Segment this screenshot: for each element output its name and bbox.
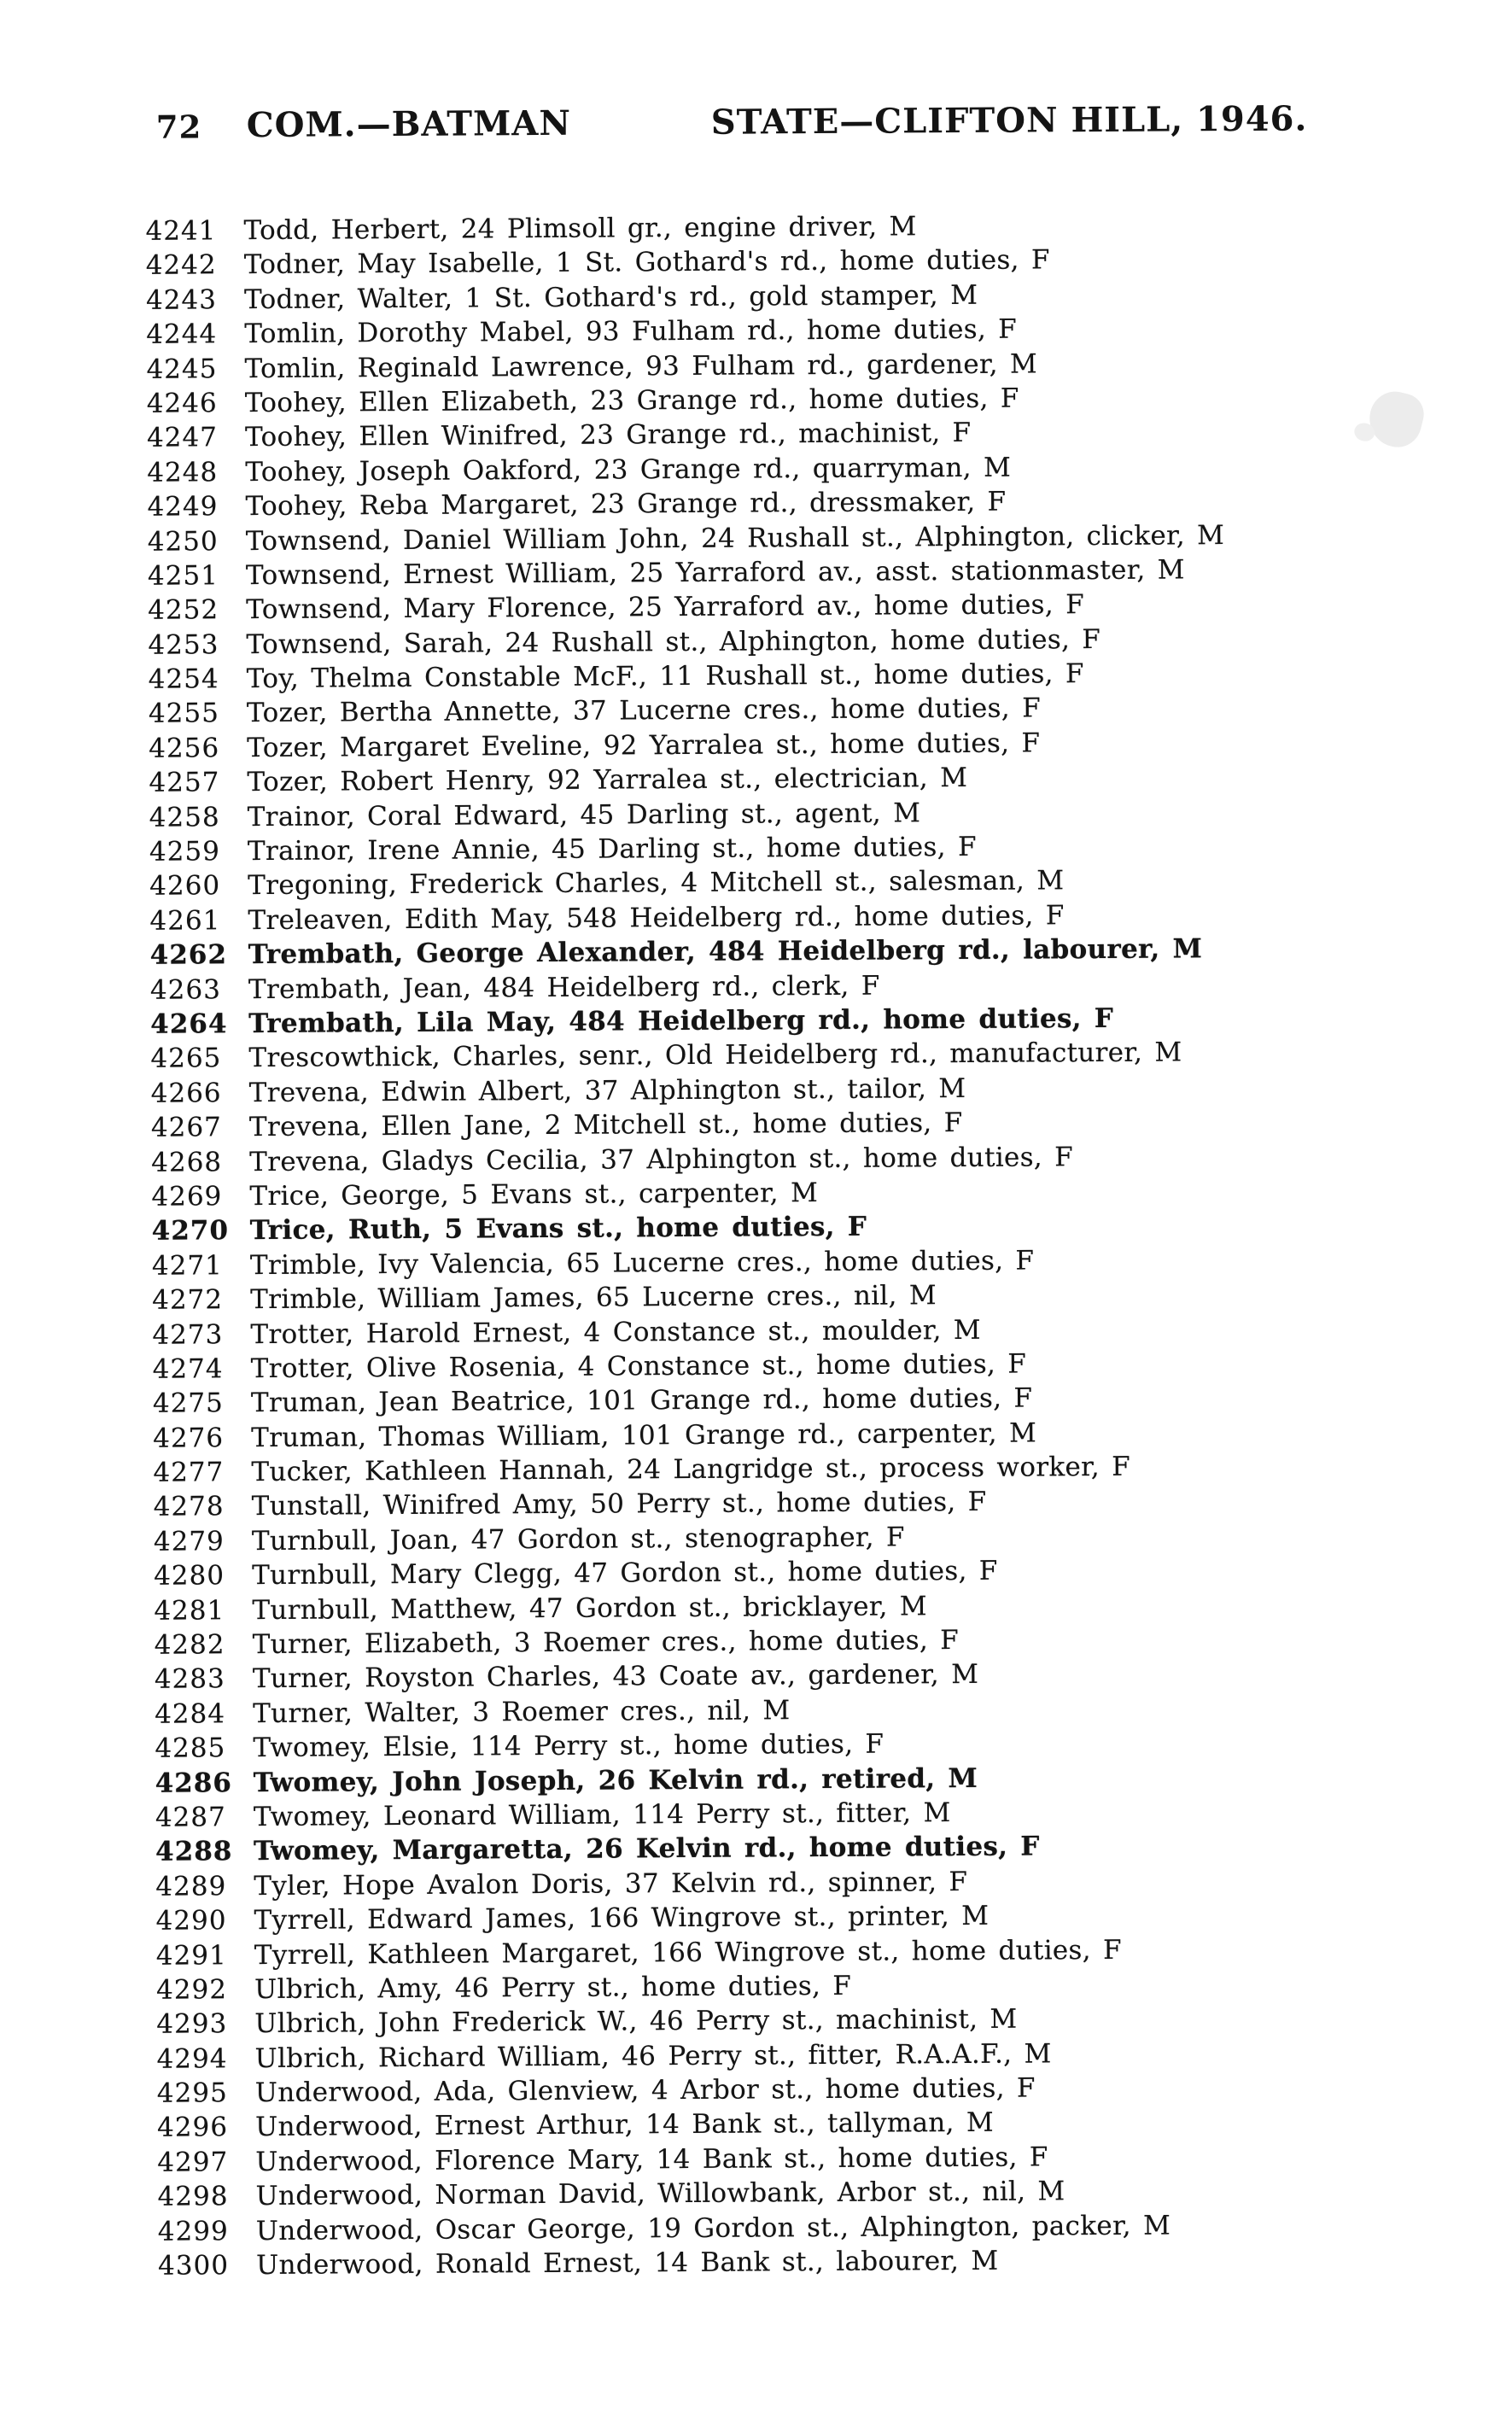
entry-text: Ulbrich, Richard William, 46 Perry st., fitter, R.A.A.F., M xyxy=(254,2038,1052,2074)
entry-text: Tozer, Bertha Annette, 37 Lucerne cres., home duties, F xyxy=(246,692,1042,729)
entry-text: Toohey, Reba Margaret, 23 Grange rd., dressmaker, F xyxy=(245,486,1007,523)
entry-number: 4295 xyxy=(156,2077,228,2109)
entry-number: 4280 xyxy=(154,1560,225,1592)
entry-text: Trice, George, 5 Evans st., carpenter, M xyxy=(249,1177,819,1212)
entry-text: Twomey, Margaretta, 26 Kelvin rd., home duties, F xyxy=(254,1831,1040,1867)
entry-number: 4284 xyxy=(155,1698,226,1730)
entry-text: Turnbull, Joan, 47 Gordon st., stenographer, F xyxy=(251,1522,905,1557)
entry-number: 4297 xyxy=(157,2147,229,2178)
entry-number: 4288 xyxy=(155,1836,233,1868)
entry-text: Turner, Royston Charles, 43 Coate av., gardener, M xyxy=(252,1659,979,1695)
entry-number: 4285 xyxy=(155,1732,226,1764)
entry-text: Turnbull, Matthew, 47 Gordon st., bricklayer, M xyxy=(252,1590,928,1626)
entry-number: 4261 xyxy=(149,905,221,937)
entry-number: 4289 xyxy=(155,1871,227,1902)
entry-text: Toohey, Ellen Winifred, 23 Grange rd., machinist, F xyxy=(244,418,972,453)
entry-text: Todner, May Isabelle, 1 St. Gothard's rd., home duties, F xyxy=(243,244,1050,281)
entry-number: 4286 xyxy=(155,1767,233,1799)
entry-text: Tucker, Kathleen Hannah, 24 Langridge st., process worker, F xyxy=(251,1451,1131,1488)
entry-text: Trimble, William James, 65 Lucerne cres., nil, M xyxy=(250,1280,937,1316)
entry-text: Tregoning, Frederick Charles, 4 Mitchell st., salesman, M xyxy=(248,865,1065,902)
entry-text: Ulbrich, John Frederick W., 46 Perry st., machinist, M xyxy=(254,2003,1018,2040)
entry-text: Underwood, Ada, Glenview, 4 Arbor st., home duties, F xyxy=(254,2072,1036,2109)
entry-text: Twomey, Leonard William, 114 Perry st., fitter, M xyxy=(253,1797,951,1833)
entry-number: 4279 xyxy=(153,1526,225,1557)
entry-text: Twomey, John Joseph, 26 Kelvin rd., retired, M xyxy=(253,1762,978,1798)
entry-text: Townsend, Daniel William John, 24 Rushall st., Alphington, clicker, M xyxy=(245,519,1225,557)
entry-number: 4260 xyxy=(149,870,221,903)
entry-number: 4250 xyxy=(147,525,219,558)
entry-text: Truman, Jean Beatrice, 101 Grange rd., home duties, F xyxy=(250,1382,1033,1419)
entry-number: 4276 xyxy=(153,1422,225,1454)
entry-number: 4282 xyxy=(154,1629,225,1661)
entry-number: 4242 xyxy=(145,249,217,282)
electoral-roll-list xyxy=(0,206,1512,2284)
entry-text: Townsend, Mary Florence, 25 Yarraford av., home duties, F xyxy=(246,589,1085,626)
entry-text: Underwood, Ronald Ernest, 14 Bank st., labourer, M xyxy=(255,2245,999,2282)
entry-text: Ulbrich, Amy, 46 Perry st., home duties, F xyxy=(254,1970,852,2005)
entry-text: Townsend, Sarah, 24 Rushall st., Alphington, home duties, F xyxy=(246,623,1101,660)
entry-text: Underwood, Ernest Arthur, 14 Bank st., tallyman, M xyxy=(254,2107,995,2143)
entry-number: 4243 xyxy=(145,284,218,316)
entry-number: 4283 xyxy=(154,1663,225,1696)
entry-number: 4277 xyxy=(153,1457,225,1488)
entry-number: 4296 xyxy=(156,2112,229,2144)
entry-text: Trevena, Ellen Jane, 2 Mitchell st., home duties, F xyxy=(248,1107,963,1143)
entry-text: Todd, Herbert, 24 Plimsoll gr., engine driver, M xyxy=(243,211,917,247)
entry-text: Toy, Thelma Constable McF., 11 Rushall st., home duties, F xyxy=(246,658,1084,695)
entry-number: 4269 xyxy=(151,1181,223,1212)
entry-number: 4263 xyxy=(149,973,221,1006)
entry-text: Twomey, Elsie, 114 Perry st., home duties, F xyxy=(253,1728,884,1764)
entry-text: Turner, Elizabeth, 3 Roemer cres., home duties, F xyxy=(252,1625,960,1661)
entry-text: Todner, Walter, 1 St. Gothard's rd., gold stamper, M xyxy=(243,279,978,315)
entry-number: 4300 xyxy=(157,2250,230,2282)
header-district: COM.—BATMAN xyxy=(246,102,572,146)
entry-text: Tozer, Robert Henry, 92 Yarralea st., electrician, M xyxy=(247,763,968,798)
entry-text: Trotter, Harold Ernest, 4 Constance st., moulder, M xyxy=(250,1314,982,1350)
entry-number: 4278 xyxy=(153,1491,225,1523)
entry-number: 4248 xyxy=(147,457,219,488)
entry-text: Underwood, Norman David, Willowbank, Arbor st., nil, M xyxy=(255,2176,1065,2212)
entry-text: Turner, Walter, 3 Roemer cres., nil, M xyxy=(253,1695,791,1729)
entry-number: 4268 xyxy=(151,1146,223,1178)
entry-text: Trice, Ruth, 5 Evans st., home duties, F xyxy=(249,1212,867,1247)
entry-text: Truman, Thomas William, 101 Grange rd., carpenter, M xyxy=(251,1417,1037,1453)
entry-text: Tyrrell, Kathleen Margaret, 166 Wingrove st., home duties, F xyxy=(254,1934,1122,1971)
entry-number: 4244 xyxy=(146,318,218,350)
entry-text: Tozer, Margaret Eveline, 92 Yarralea st., home duties, F xyxy=(247,727,1041,763)
entry-number: 4273 xyxy=(152,1318,224,1351)
entry-number: 4256 xyxy=(149,733,220,764)
entry-text: Treleaven, Edith May, 548 Heidelberg rd., home duties, F xyxy=(248,900,1065,936)
entry-text: Underwood, Oscar George, 19 Gordon st., Alphington, packer, M xyxy=(255,2210,1171,2247)
entry-number: 4292 xyxy=(156,1974,228,2006)
entry-text: Turnbull, Mary Clegg, 47 Gordon st., home duties, F xyxy=(252,1555,998,1592)
entry-number: 4291 xyxy=(155,1939,227,1972)
entry-number: 4274 xyxy=(152,1353,224,1385)
entry-text: Trimble, Ivy Valencia, 65 Lucerne cres., home duties, F xyxy=(249,1245,1035,1281)
entry-number: 4241 xyxy=(145,215,217,247)
entry-number: 4258 xyxy=(149,801,220,833)
entry-number: 4259 xyxy=(149,836,220,868)
entry-number: 4281 xyxy=(154,1594,225,1627)
entry-number: 4254 xyxy=(148,663,219,695)
entry-text: Tomlin, Dorothy Mabel, 93 Fulham rd., home duties, F xyxy=(244,313,1018,350)
entry-text: Tomlin, Reginald Lawrence, 93 Fulham rd., gardener, M xyxy=(244,348,1038,384)
entry-number: 4270 xyxy=(151,1215,230,1247)
entry-number: 4255 xyxy=(148,698,219,730)
entry-text: Trembath, George Alexander, 484 Heidelberg rd., labourer, M xyxy=(248,933,1203,971)
entry-text: Tyler, Hope Avalon Doris, 37 Kelvin rd., spinner, F xyxy=(254,1866,968,1902)
entry-number: 4265 xyxy=(150,1043,222,1075)
entry-number: 4271 xyxy=(151,1250,223,1282)
entry-text: Underwood, Florence Mary, 14 Bank st., home duties, F xyxy=(255,2141,1048,2177)
entry-text: Trainor, Coral Edward, 45 Darling st., agent, M xyxy=(247,797,921,833)
entry-number: 4246 xyxy=(146,388,218,419)
entry-number: 4253 xyxy=(148,628,219,661)
entry-text: Toohey, Joseph Oakford, 23 Grange rd., quarryman, M xyxy=(245,452,1012,488)
header-title: STATE—CLIFTON HILL, 1946. xyxy=(710,98,1308,143)
entry-number: 4251 xyxy=(147,560,219,592)
entry-number: 4262 xyxy=(149,939,228,972)
entry-number: 4287 xyxy=(155,1802,226,1833)
entry-number: 4299 xyxy=(157,2215,229,2247)
entry-text: Tyrrell, Edward James, 166 Wingrove st., printer, M xyxy=(254,1900,990,1937)
entry-text: Trembath, Lila May, 484 Heidelberg rd., home duties, F xyxy=(248,1002,1114,1040)
entry-number: 4294 xyxy=(156,2042,228,2075)
entry-text: Tunstall, Winifred Amy, 50 Perry st., home duties, F xyxy=(251,1487,987,1522)
entry-number: 4264 xyxy=(150,1008,228,1040)
entry-number: 4247 xyxy=(146,422,219,454)
page-header xyxy=(0,97,1512,151)
entry-text: Trotter, Olive Rosenia, 4 Constance st., home duties, F xyxy=(250,1348,1027,1384)
entry-number: 4298 xyxy=(157,2181,229,2213)
page-number: 72 xyxy=(155,108,202,146)
entry-number: 4272 xyxy=(152,1284,224,1316)
entry-number: 4290 xyxy=(155,1905,227,1937)
entry-text: Trescowthick, Charles, senr., Old Heidelberg rd., manufacturer, M xyxy=(248,1037,1182,1074)
entry-text: Trevena, Gladys Cecilia, 37 Alphington st., home duties, F xyxy=(249,1141,1074,1177)
entry-number: 4252 xyxy=(148,594,219,627)
entry-number: 4245 xyxy=(146,353,218,385)
entry-text: Trembath, Jean, 484 Heidelberg rd., clerk, F xyxy=(248,970,880,1005)
entry-number: 4249 xyxy=(147,491,219,523)
entry-number: 4257 xyxy=(149,767,220,799)
entry-number: 4293 xyxy=(156,2008,228,2041)
entry-text: Townsend, Ernest William, 25 Yarraford av., asst. stationmaster, M xyxy=(245,554,1185,592)
entry-number: 4267 xyxy=(150,1112,222,1143)
entry-number: 4275 xyxy=(152,1388,224,1420)
entry-text: Trevena, Edwin Albert, 37 Alphington st., tailor, M xyxy=(248,1072,966,1108)
entry-text: Trainor, Irene Annie, 45 Darling st., home duties, F xyxy=(247,831,977,868)
entry-number: 4266 xyxy=(150,1078,222,1109)
entry-text: Toohey, Ellen Elizabeth, 23 Grange rd., home duties, F xyxy=(244,383,1019,419)
